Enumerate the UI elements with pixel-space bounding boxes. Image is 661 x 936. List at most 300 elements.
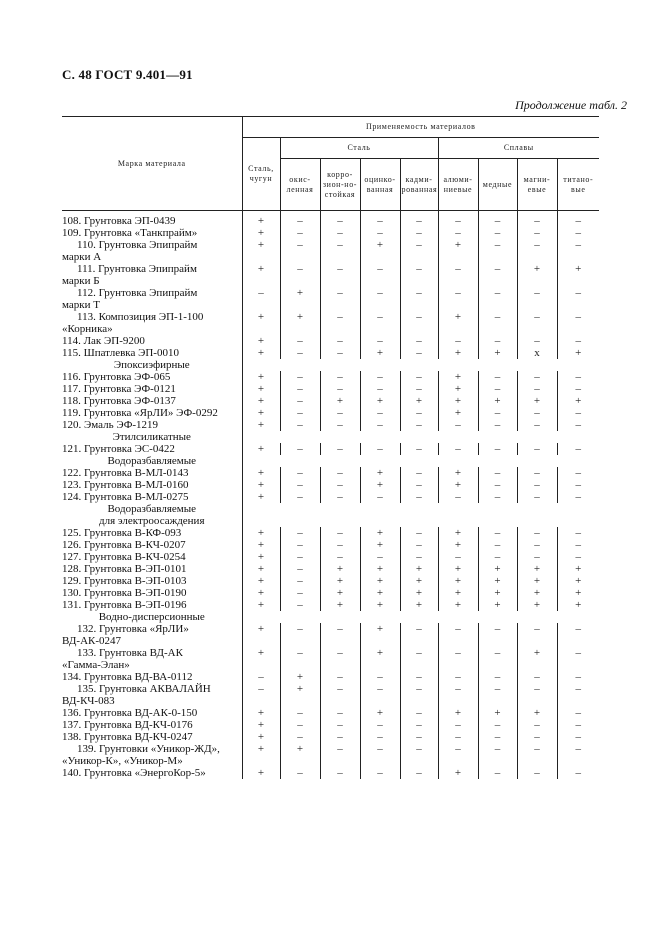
applicability-cell: – xyxy=(478,407,517,419)
applicability-cell: + xyxy=(438,599,478,611)
header-aluminum: алюми-ниевые xyxy=(438,159,478,211)
applicability-cell: – xyxy=(320,683,360,707)
material-name: 120. Эмаль ЭФ-1219 xyxy=(62,419,159,431)
applicability-cell: – xyxy=(360,731,400,743)
section-subtitle-row xyxy=(62,515,599,527)
material-name-line: 113. Композиция ЭП-1-100 xyxy=(77,311,204,323)
material-name: 138. Грунтовка ВД-КЧ-0247 xyxy=(62,731,193,743)
section-header-row xyxy=(62,503,599,515)
applicability-cell: – xyxy=(557,335,599,347)
applicability-cell: – xyxy=(517,383,557,395)
material-name: 137. Грунтовка ВД-КЧ-0176 xyxy=(62,719,193,731)
material-name xyxy=(62,647,242,671)
applicability-cell: – xyxy=(320,383,360,395)
applicability-cell: + xyxy=(242,767,280,779)
applicability-cell: – xyxy=(557,479,599,491)
table-row xyxy=(62,539,599,551)
applicability-cell: – xyxy=(280,647,320,671)
applicability-cell: – xyxy=(280,527,320,539)
applicability-cell: + xyxy=(242,239,280,263)
applicability-cell: + xyxy=(280,683,320,707)
applicability-cell: – xyxy=(280,335,320,347)
applicability-cell: – xyxy=(280,395,320,407)
applicability-cell: + xyxy=(478,587,517,599)
applicability-cell: – xyxy=(438,263,478,287)
applicability-cell: – xyxy=(478,539,517,551)
applicability-cell: + xyxy=(478,563,517,575)
applicability-cell: – xyxy=(438,719,478,731)
material-name-line: 139. Грунтовки «Уникор-ЖД», xyxy=(77,743,220,755)
applicability-cell: – xyxy=(478,527,517,539)
applicability-cell: – xyxy=(517,719,557,731)
header-copper: медные xyxy=(478,159,517,211)
applicability-cell: – xyxy=(320,419,360,431)
applicability-cell: – xyxy=(320,407,360,419)
header-cadmium-plated: кадми-рованная xyxy=(400,159,438,211)
applicability-cell: – xyxy=(438,671,478,683)
applicability-cell: – xyxy=(280,407,320,419)
applicability-cell: – xyxy=(280,443,320,455)
material-name: 123. Грунтовка В-МЛ-0160 xyxy=(62,479,189,491)
table-row xyxy=(62,263,599,287)
applicability-cell: – xyxy=(400,371,438,383)
table-row xyxy=(62,599,599,611)
applicability-cell: – xyxy=(400,551,438,563)
applicability-cell: – xyxy=(400,335,438,347)
applicability-cell: – xyxy=(557,743,599,767)
material-name: 116. Грунтовка ЭФ-065 xyxy=(62,371,171,383)
applicability-cell: – xyxy=(517,671,557,683)
applicability-cell: – xyxy=(478,419,517,431)
table-row xyxy=(62,587,599,599)
applicability-cell: – xyxy=(400,407,438,419)
applicability-cell: – xyxy=(438,335,478,347)
applicability-cell: + xyxy=(242,371,280,383)
applicability-cell: + xyxy=(242,731,280,743)
applicability-cell: – xyxy=(557,767,599,779)
applicability-cell: + xyxy=(242,587,280,599)
materials-table-container xyxy=(62,116,599,779)
applicability-cell: + xyxy=(242,539,280,551)
applicability-cell: – xyxy=(360,287,400,311)
table-row xyxy=(62,719,599,731)
applicability-cell: – xyxy=(280,227,320,239)
materials-applicability-table xyxy=(62,116,599,779)
applicability-cell: + xyxy=(438,707,478,719)
applicability-cell: – xyxy=(360,743,400,767)
applicability-cell: – xyxy=(320,731,360,743)
applicability-cell: – xyxy=(517,227,557,239)
applicability-cell: + xyxy=(360,539,400,551)
table-row xyxy=(62,311,599,335)
applicability-cell: + xyxy=(557,587,599,599)
applicability-cell: – xyxy=(400,227,438,239)
section-title: Эпоксиэфирные xyxy=(113,359,190,371)
applicability-cell: – xyxy=(400,239,438,263)
applicability-cell: – xyxy=(320,347,360,359)
material-name-line: 132. Грунтовка «ЯрЛИ» xyxy=(77,623,189,635)
applicability-cell: – xyxy=(557,719,599,731)
material-name: 119. Грунтовка «ЯрЛИ» ЭФ-0292 xyxy=(62,407,218,419)
applicability-cell: – xyxy=(360,211,400,228)
table-row xyxy=(62,623,599,647)
applicability-cell: – xyxy=(280,551,320,563)
applicability-cell: – xyxy=(478,371,517,383)
applicability-cell: – xyxy=(438,551,478,563)
table-row xyxy=(62,239,599,263)
material-name xyxy=(62,311,242,335)
material-name: 121. Грунтовка ЭС-0422 xyxy=(62,443,175,455)
applicability-cell: – xyxy=(400,707,438,719)
material-name: 108. Грунтовка ЭП-0439 xyxy=(62,215,176,227)
applicability-cell: – xyxy=(400,527,438,539)
applicability-cell: – xyxy=(400,287,438,311)
table-row xyxy=(62,731,599,743)
applicability-cell: – xyxy=(517,767,557,779)
material-name: 126. Грунтовка В-КЧ-0207 xyxy=(62,539,186,551)
applicability-cell: – xyxy=(557,211,599,228)
applicability-cell: – xyxy=(478,623,517,647)
applicability-cell: + xyxy=(517,707,557,719)
applicability-cell: – xyxy=(557,539,599,551)
applicability-cell: – xyxy=(557,707,599,719)
material-name: 136. Грунтовка ВД-АК-0-150 xyxy=(62,707,198,719)
applicability-cell: + xyxy=(242,647,280,671)
section-header-row xyxy=(62,359,599,371)
table-continuation-label: Продолжение табл. 2 xyxy=(515,98,627,112)
applicability-cell: + xyxy=(280,743,320,767)
applicability-cell: – xyxy=(517,539,557,551)
applicability-cell: + xyxy=(438,347,478,359)
applicability-cell: – xyxy=(478,767,517,779)
applicability-cell: – xyxy=(360,383,400,395)
material-name-continuation: марки А xyxy=(62,251,102,263)
section-header-row xyxy=(62,431,599,443)
applicability-cell: + xyxy=(360,479,400,491)
applicability-cell: + xyxy=(438,395,478,407)
applicability-cell: – xyxy=(517,211,557,228)
applicability-cell: + xyxy=(360,467,400,479)
applicability-cell: – xyxy=(320,527,360,539)
table-row xyxy=(62,335,599,347)
applicability-cell: – xyxy=(320,539,360,551)
applicability-cell: – xyxy=(400,467,438,479)
material-name: 117. Грунтовка ЭФ-0121 xyxy=(62,383,176,395)
applicability-cell: – xyxy=(400,263,438,287)
applicability-cell: – xyxy=(320,227,360,239)
page-header: С. 48 ГОСТ 9.401—91 xyxy=(62,67,193,82)
applicability-cell: – xyxy=(478,467,517,479)
material-name: 131. Грунтовка В-ЭП-0196 xyxy=(62,599,187,611)
applicability-cell: – xyxy=(320,623,360,647)
material-name-continuation: марки Т xyxy=(62,299,100,311)
applicability-cell: – xyxy=(557,623,599,647)
applicability-cell: – xyxy=(280,263,320,287)
applicability-cell: – xyxy=(517,467,557,479)
applicability-cell: – xyxy=(280,731,320,743)
applicability-cell: – xyxy=(320,719,360,731)
applicability-cell: – xyxy=(320,335,360,347)
applicability-cell: – xyxy=(478,443,517,455)
table-row xyxy=(62,383,599,395)
header-magnesium: магни-евые xyxy=(517,159,557,211)
applicability-cell: – xyxy=(360,443,400,455)
applicability-cell: – xyxy=(280,371,320,383)
applicability-cell: – xyxy=(517,419,557,431)
material-name: 114. Лак ЭП-9200 xyxy=(62,335,145,347)
applicability-cell: + xyxy=(320,575,360,587)
applicability-cell: – xyxy=(400,767,438,779)
header-galvanized: оцинко-ванная xyxy=(360,159,400,211)
applicability-cell: – xyxy=(320,211,360,228)
applicability-cell: + xyxy=(242,719,280,731)
applicability-cell: – xyxy=(438,491,478,503)
applicability-cell: – xyxy=(400,311,438,335)
applicability-cell: – xyxy=(400,347,438,359)
applicability-cell: – xyxy=(320,671,360,683)
material-name: 125. Грунтовка В-КФ-093 xyxy=(62,527,182,539)
applicability-cell: + xyxy=(360,239,400,263)
applicability-cell: – xyxy=(280,467,320,479)
applicability-cell: – xyxy=(438,647,478,671)
applicability-cell: + xyxy=(557,563,599,575)
table-row xyxy=(62,407,599,419)
material-name: 115. Шпатлевка ЭП-0010 xyxy=(62,347,179,359)
table-row xyxy=(62,371,599,383)
applicability-cell: – xyxy=(478,719,517,731)
applicability-cell: + xyxy=(360,599,400,611)
applicability-cell: + xyxy=(438,587,478,599)
applicability-cell: – xyxy=(517,731,557,743)
applicability-cell: – xyxy=(478,211,517,228)
applicability-cell: – xyxy=(438,419,478,431)
applicability-cell: – xyxy=(438,211,478,228)
applicability-cell: – xyxy=(517,551,557,563)
applicability-cell: + xyxy=(242,743,280,767)
applicability-cell: – xyxy=(400,623,438,647)
applicability-cell: – xyxy=(438,443,478,455)
applicability-cell: – xyxy=(478,479,517,491)
applicability-cell: – xyxy=(517,239,557,263)
table-row xyxy=(62,443,599,455)
applicability-cell: – xyxy=(360,335,400,347)
applicability-cell: + xyxy=(242,263,280,287)
applicability-cell: – xyxy=(360,683,400,707)
applicability-cell: + xyxy=(360,563,400,575)
table-row xyxy=(62,211,599,228)
applicability-cell: – xyxy=(557,239,599,263)
applicability-cell: + xyxy=(242,407,280,419)
applicability-cell: – xyxy=(320,371,360,383)
table-row xyxy=(62,347,599,359)
material-name: 122. Грунтовка В-МЛ-0143 xyxy=(62,467,189,479)
table-row xyxy=(62,287,599,311)
applicability-cell: – xyxy=(320,491,360,503)
applicability-cell: + xyxy=(280,671,320,683)
material-name: 118. Грунтовка ЭФ-0137 xyxy=(62,395,176,407)
section-header-row xyxy=(62,611,599,623)
applicability-cell: + xyxy=(438,767,478,779)
applicability-cell: – xyxy=(400,419,438,431)
applicability-cell: – xyxy=(320,551,360,563)
applicability-cell: – xyxy=(400,539,438,551)
applicability-cell: – xyxy=(438,731,478,743)
applicability-cell: – xyxy=(280,767,320,779)
applicability-cell: + xyxy=(242,467,280,479)
material-name: 128. Грунтовка В-ЭП-0101 xyxy=(62,563,187,575)
material-name: 130. Грунтовка В-ЭП-0190 xyxy=(62,587,187,599)
applicability-cell: + xyxy=(242,491,280,503)
applicability-cell: – xyxy=(280,719,320,731)
material-name xyxy=(62,263,242,287)
applicability-cell: – xyxy=(517,479,557,491)
applicability-cell: + xyxy=(242,311,280,335)
section-subtitle: для электроосаждения xyxy=(98,515,205,527)
material-name-continuation: ВД-АК-0247 xyxy=(62,635,122,647)
material-name-line: 112. Грунтовка Эпипрайм xyxy=(77,287,198,299)
table-row xyxy=(62,671,599,683)
table-row xyxy=(62,743,599,767)
applicability-cell: + xyxy=(242,707,280,719)
applicability-cell: – xyxy=(280,347,320,359)
applicability-cell: + xyxy=(242,575,280,587)
applicability-cell: + xyxy=(517,587,557,599)
applicability-cell: + xyxy=(478,575,517,587)
material-name: 127. Грунтовка В-КЧ-0254 xyxy=(62,551,186,563)
applicability-cell: – xyxy=(280,419,320,431)
applicability-cell: – xyxy=(438,227,478,239)
table-row xyxy=(62,479,599,491)
applicability-cell: + xyxy=(280,311,320,335)
applicability-cell: + xyxy=(360,623,400,647)
material-name xyxy=(62,287,242,311)
applicability-cell: – xyxy=(400,479,438,491)
applicability-cell: – xyxy=(478,311,517,335)
applicability-cell: + xyxy=(517,575,557,587)
applicability-cell: – xyxy=(517,527,557,539)
applicability-cell: + xyxy=(438,479,478,491)
applicability-cell: + xyxy=(517,563,557,575)
material-name-continuation: ВД-КЧ-083 xyxy=(62,695,115,707)
applicability-cell: + xyxy=(478,395,517,407)
applicability-cell: – xyxy=(360,311,400,335)
applicability-cell: + xyxy=(478,599,517,611)
applicability-cell: – xyxy=(320,443,360,455)
applicability-cell: x xyxy=(517,347,557,359)
applicability-cell: – xyxy=(400,683,438,707)
applicability-cell: – xyxy=(280,491,320,503)
applicability-cell: – xyxy=(242,683,280,707)
header-applicability: Применяемость материалов xyxy=(242,117,599,138)
material-name-continuation: «Гамма-Элан» xyxy=(62,659,130,671)
applicability-cell: – xyxy=(557,491,599,503)
applicability-cell: – xyxy=(517,743,557,767)
material-name: 109. Грунтовка «Танкпрайм» xyxy=(62,227,198,239)
applicability-cell: – xyxy=(478,671,517,683)
table-row xyxy=(62,527,599,539)
applicability-cell: + xyxy=(320,563,360,575)
applicability-cell: – xyxy=(280,599,320,611)
applicability-cell: – xyxy=(320,287,360,311)
material-name xyxy=(62,623,242,647)
table-body xyxy=(62,211,599,780)
applicability-cell: – xyxy=(320,467,360,479)
applicability-cell: – xyxy=(517,407,557,419)
applicability-cell: – xyxy=(360,551,400,563)
applicability-cell: – xyxy=(280,383,320,395)
applicability-cell: + xyxy=(400,395,438,407)
header-oxidized: окис-ленная xyxy=(280,159,320,211)
applicability-cell: + xyxy=(242,599,280,611)
applicability-cell: – xyxy=(360,491,400,503)
applicability-cell: + xyxy=(438,467,478,479)
header-corrosion-resistant: корро-зион-но-стойкая xyxy=(320,159,360,211)
applicability-cell: – xyxy=(280,587,320,599)
material-name: 134. Грунтовка ВД-ВА-0112 xyxy=(62,671,193,683)
applicability-cell: – xyxy=(517,335,557,347)
applicability-cell: – xyxy=(320,239,360,263)
applicability-cell: + xyxy=(478,707,517,719)
header-titanium: титано-вые xyxy=(557,159,599,211)
applicability-cell: + xyxy=(438,383,478,395)
applicability-cell: + xyxy=(557,395,599,407)
applicability-cell: – xyxy=(320,647,360,671)
applicability-cell: + xyxy=(242,211,280,228)
applicability-cell: + xyxy=(438,527,478,539)
applicability-cell: + xyxy=(242,227,280,239)
applicability-cell: – xyxy=(438,287,478,311)
applicability-cell: – xyxy=(478,239,517,263)
applicability-cell: – xyxy=(360,371,400,383)
applicability-cell: – xyxy=(557,683,599,707)
applicability-cell: – xyxy=(557,527,599,539)
header-material-mark: Марка материала xyxy=(62,117,242,211)
applicability-cell: – xyxy=(557,227,599,239)
applicability-cell: – xyxy=(242,671,280,683)
applicability-cell: + xyxy=(438,575,478,587)
applicability-cell: + xyxy=(557,263,599,287)
applicability-cell: – xyxy=(478,227,517,239)
material-name-line: 110. Грунтовка Эпипрайм xyxy=(77,239,198,251)
applicability-cell: – xyxy=(400,731,438,743)
header-alloys-group: Сплавы xyxy=(438,138,599,159)
applicability-cell: + xyxy=(360,395,400,407)
applicability-cell: – xyxy=(478,551,517,563)
applicability-cell: – xyxy=(557,371,599,383)
applicability-cell: – xyxy=(557,647,599,671)
applicability-cell: – xyxy=(557,443,599,455)
section-title: Водоразбавляемые xyxy=(107,503,197,515)
material-name xyxy=(62,239,242,263)
applicability-cell: + xyxy=(400,587,438,599)
applicability-cell: – xyxy=(280,239,320,263)
applicability-cell: + xyxy=(360,587,400,599)
applicability-cell: + xyxy=(242,623,280,647)
applicability-cell: – xyxy=(557,287,599,311)
applicability-cell: – xyxy=(360,263,400,287)
applicability-cell: + xyxy=(360,527,400,539)
applicability-cell: + xyxy=(360,707,400,719)
section-header-row xyxy=(62,455,599,467)
applicability-cell: – xyxy=(320,263,360,287)
applicability-cell: + xyxy=(438,239,478,263)
applicability-cell: – xyxy=(478,383,517,395)
applicability-cell: – xyxy=(360,227,400,239)
material-name: 124. Грунтовка В-МЛ-0275 xyxy=(62,491,189,503)
applicability-cell: – xyxy=(478,683,517,707)
table-row xyxy=(62,491,599,503)
applicability-cell: – xyxy=(400,671,438,683)
